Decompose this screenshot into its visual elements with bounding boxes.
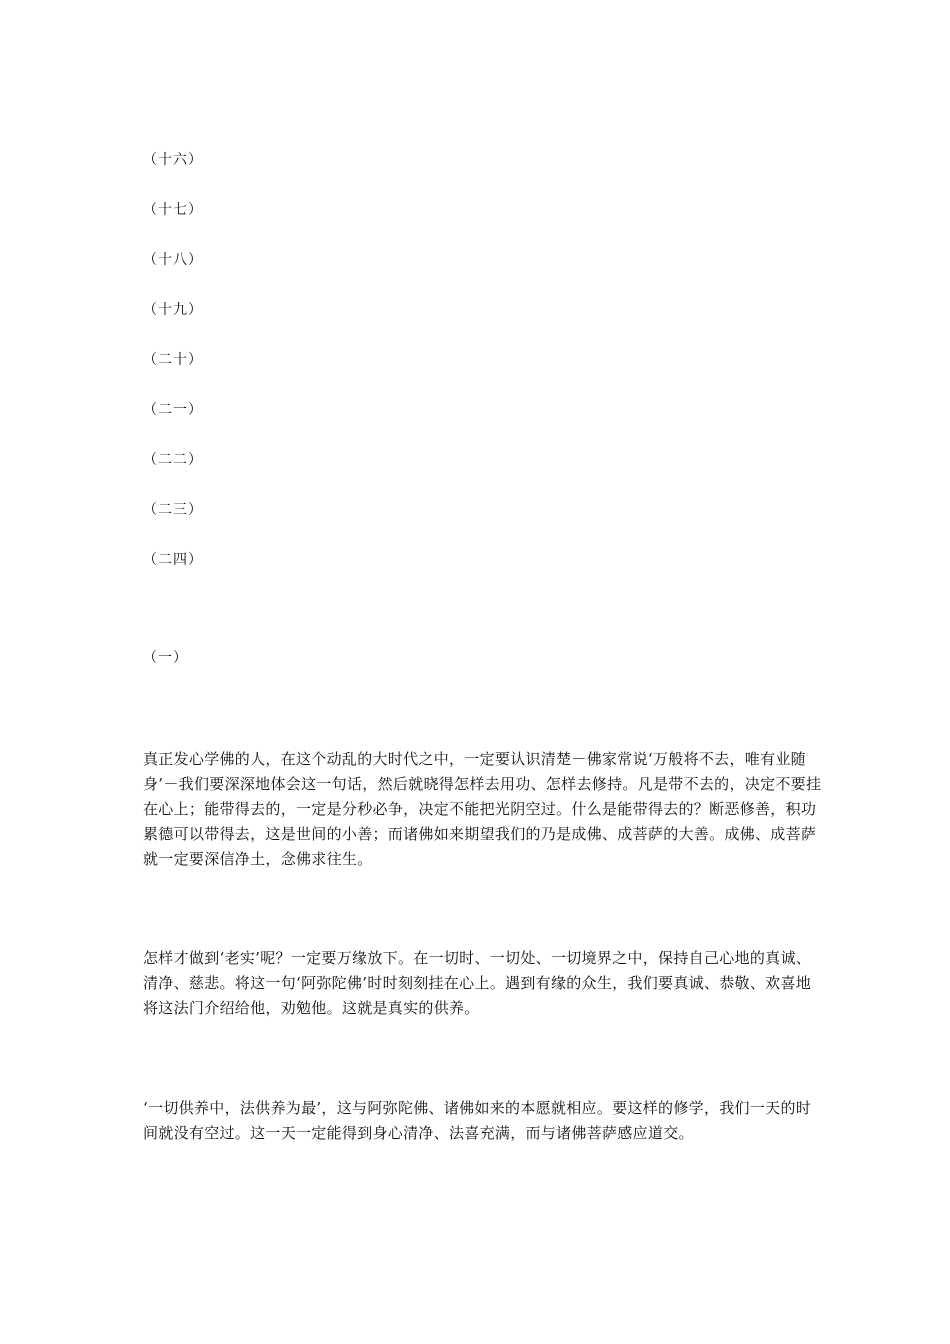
paragraph-2: 怎样才做到‘老实’呢？一定要万缘放下。在一切时、一切处、一切境界之中，保持自己心地的真诚、清净、慈悲。将这一句‘阿弥陀佛’时时刻刻挂在心上。遇到有缘的众生，我们要真诚、恭敬、欢喜地将这法门介绍给他，劝勉他。这就是真实的供养。 xyxy=(143,949,812,1017)
toc-item-21: （二一） xyxy=(143,402,203,418)
toc-item-16: （十六） xyxy=(143,152,203,168)
toc-item-22: （二二） xyxy=(143,452,203,468)
toc-item-24: （二四） xyxy=(143,552,203,568)
paragraph-1: 真正发心学佛的人，在这个动乱的大时代之中，一定要认识清楚－佛家常说‘万般将不去，唯有业随身’－我们要深深地体会这一句话，然后就晓得怎样去用功、怎样去修持。凡是带不去的，决定不要挂在心上；能带得去的，一定是分秒必争，决定不能把光阴空过。什么是能带得去的？断恶修善，积功累德可以带得去，这是世间的小善；而诸佛如来期望我们的乃是成佛、成菩萨的大善。成佛、成菩萨就一定要深信净土，念佛求往生。 xyxy=(143,750,822,868)
toc-item-17: （十七） xyxy=(143,202,203,218)
section-heading: （一） xyxy=(143,650,188,666)
toc-item-20: （二十） xyxy=(143,352,203,368)
paragraph-3: ‘一切供养中，法供养为最’，这与阿弥陀佛、诸佛如来的本愿就相应。要这样的修学，我们一天的时间就没有空过。这一天一定能得到身心清净、法喜充满，而与诸佛菩萨感应道交。 xyxy=(143,1099,812,1142)
toc-item-18: （十八） xyxy=(143,252,203,268)
toc-item-23: （二三） xyxy=(143,502,203,518)
toc-item-19: （十九） xyxy=(143,302,203,318)
